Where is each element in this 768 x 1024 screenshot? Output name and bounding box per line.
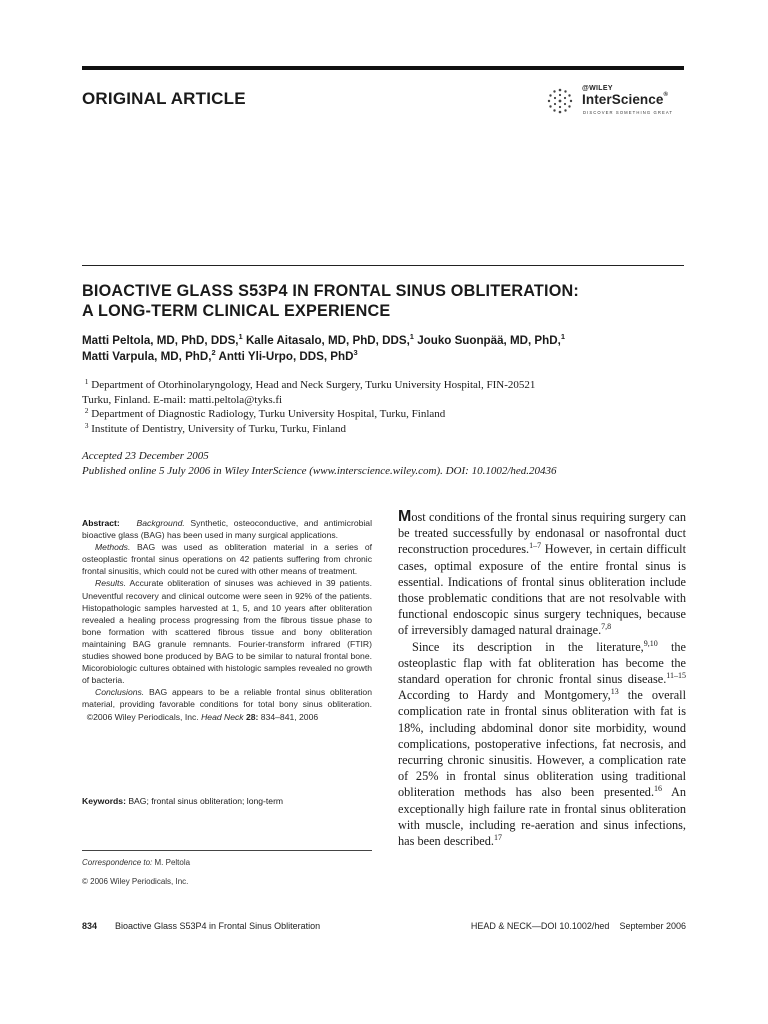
author-affil-ref: 1: [238, 332, 243, 341]
drop-cap: M: [398, 508, 412, 525]
author-name: Matti Peltola, MD, PhD, DDS,: [82, 334, 239, 347]
affiliation-1-cont: Turku, Finland. E-mail: matti.peltola@tyks.fi: [82, 393, 283, 406]
running-head: Bioactive Glass S53P4 in Frontal Sinus Obliteration: [115, 921, 321, 931]
title-line-2: A LONG-TERM CLINICAL EXPERIENCE: [82, 302, 391, 320]
published-online: Published online 5 July 2006 in Wiley InterScience (www.interscience.wiley.com). DOI: 10.1002/hed.20436: [82, 464, 557, 477]
accepted-date: Accepted 23 December 2005: [82, 450, 209, 462]
wiley-interscience-logo[interactable]: [546, 84, 686, 120]
top-rule: [82, 66, 684, 70]
abstract-methods: Methods. BAG was used as obliteration material in a series of osteoplastic frontal sinus operations on 42 patients suffering from chronic frontal sinusitis, which could not be cured with other means of treatment.: [82, 542, 373, 577]
abstract-results: Results. Accurate obliteration of sinuses was achieved in 39 patients. Uneventful recovery and clinical outcome were seen in 92% of the patients. Histopathologic samples harvested at 1, 5, and 10 years after obliteration revealed a healing process progressing from the fibrous tissue phase to bone formation with scattered fibrous tissue and bony obliteration maintaining BAG granule remnants. Fourier-transform infrared (FTIR) studies showed bone produced by BAG to be similar to natural frontal bone. Micorobiologic cultures obtained with histologic samples revealed no growth of bacteria.: [82, 578, 372, 686]
title-rule: [82, 265, 684, 266]
author-name: Antti Yli-Urpo, DDS, PhD: [218, 350, 354, 363]
body-paragraph-2: Since its description in the literature,$^{9,10}$ the osteoplastic flap with fat obliteration has become the standard operation for chronic frontal sinus disease.$^{11-15}$ According to Hardy and Montgomery,$^{13}$ the overall complication rate in frontal sinus obliteration with fat is 18%, including abdominal donor site morbidity, wound complications, postoperative infections, fat necrosis, and recurring chronic sinusitis. However, a complication rate of 25% in frontal sinus obliteration using traditional obliteration methods has also been presented.$^{16}$ An exceptionally high failure rate in frontal sinus obliteration with muscle, including re-aeration and sinus infections, has been described.$^{17}$: [398, 638, 686, 849]
affiliation-2: $^2$ Department of Diagnostic Radiology, Turku University Hospital, Turku, Finland: [84, 406, 446, 421]
journal-info: HEAD & NECK—DOI 10.1002/hed September 2006: [470, 921, 686, 931]
affiliation-3: $^3$ Institute of Dentistry, University of Turku, Turku, Finland: [84, 420, 346, 435]
publication-dates: [82, 449, 692, 478]
correspondence: Correspondence to: M. Peltola: [82, 858, 191, 867]
abstract: [82, 517, 372, 723]
author-name: Kalle Aitasalo, MD, PhD, DDS,: [245, 334, 410, 347]
abstract-conclusions: Conclusions. BAG appears to be a reliable frontal sinus obliteration material, providing favorable conditions for total bony sinus obliteration. ©2006 Wiley Periodicals, Inc. Head Neck 28: 834–841, 2006: [82, 687, 372, 722]
article-type: ORIGINAL ARTICLE: [82, 89, 246, 108]
author-affil-ref: 2: [211, 348, 216, 357]
body-paragraph-1: Most conditions of the frontal sinus requiring surgery can be treated successfully by endonasal or nasofrontal duct reconstruction procedures.$^{1-7}$ However, in certain difficult cases, optimal exposure of the entire frontal sinus is essential. Indications of frontal sinus obliteration include those problematic conditions that are not resolvable with functional endoscopic sinus surgery techniques, because of irreversibly damaged natural drainage.$^{7,8}$: [398, 508, 686, 638]
footnote-rule: [82, 850, 372, 851]
author-name: Matti Varpula, MD, PhD,: [82, 350, 212, 363]
article-title: [82, 281, 692, 321]
brand-name: InterScience®: [582, 92, 669, 107]
page-footer: [82, 921, 686, 935]
body-text: [398, 509, 686, 849]
author-affil-ref: 1: [409, 332, 414, 341]
author-name: Jouko Suonpää, MD, PhD,: [417, 334, 561, 347]
publisher-name: @WILEY: [582, 85, 613, 92]
page-number: 834: [82, 921, 98, 931]
copyright-note: © 2006 Wiley Periodicals, Inc.: [82, 877, 189, 886]
author-list: [82, 333, 692, 365]
abstract-background: Abstract: Background. Synthetic, osteoconductive, and antimicrobial bioactive glass (BAG) has been used in many surgical applications.: [82, 518, 373, 541]
title-line-1: BIOACTIVE GLASS S53P4 IN FRONTAL SINUS OBLITERATION:: [82, 282, 579, 300]
globe-dots-icon: [546, 87, 574, 115]
author-line-1: [82, 333, 692, 349]
author-affil-ref: 1: [560, 332, 566, 341]
affiliation-1: $^1$ Department of Otorhinolaryngology, Head and Neck Surgery, Turku University Hospital, FIN-20521: [84, 377, 536, 391]
affiliations: [82, 378, 692, 436]
keywords: Keywords: BAG; frontal sinus obliteration; long-term: [82, 796, 284, 806]
logo-tagline: DISCOVER SOMETHING GREAT: [583, 110, 674, 115]
author-affil-ref: 3: [353, 348, 358, 357]
author-line-2: [82, 349, 692, 365]
